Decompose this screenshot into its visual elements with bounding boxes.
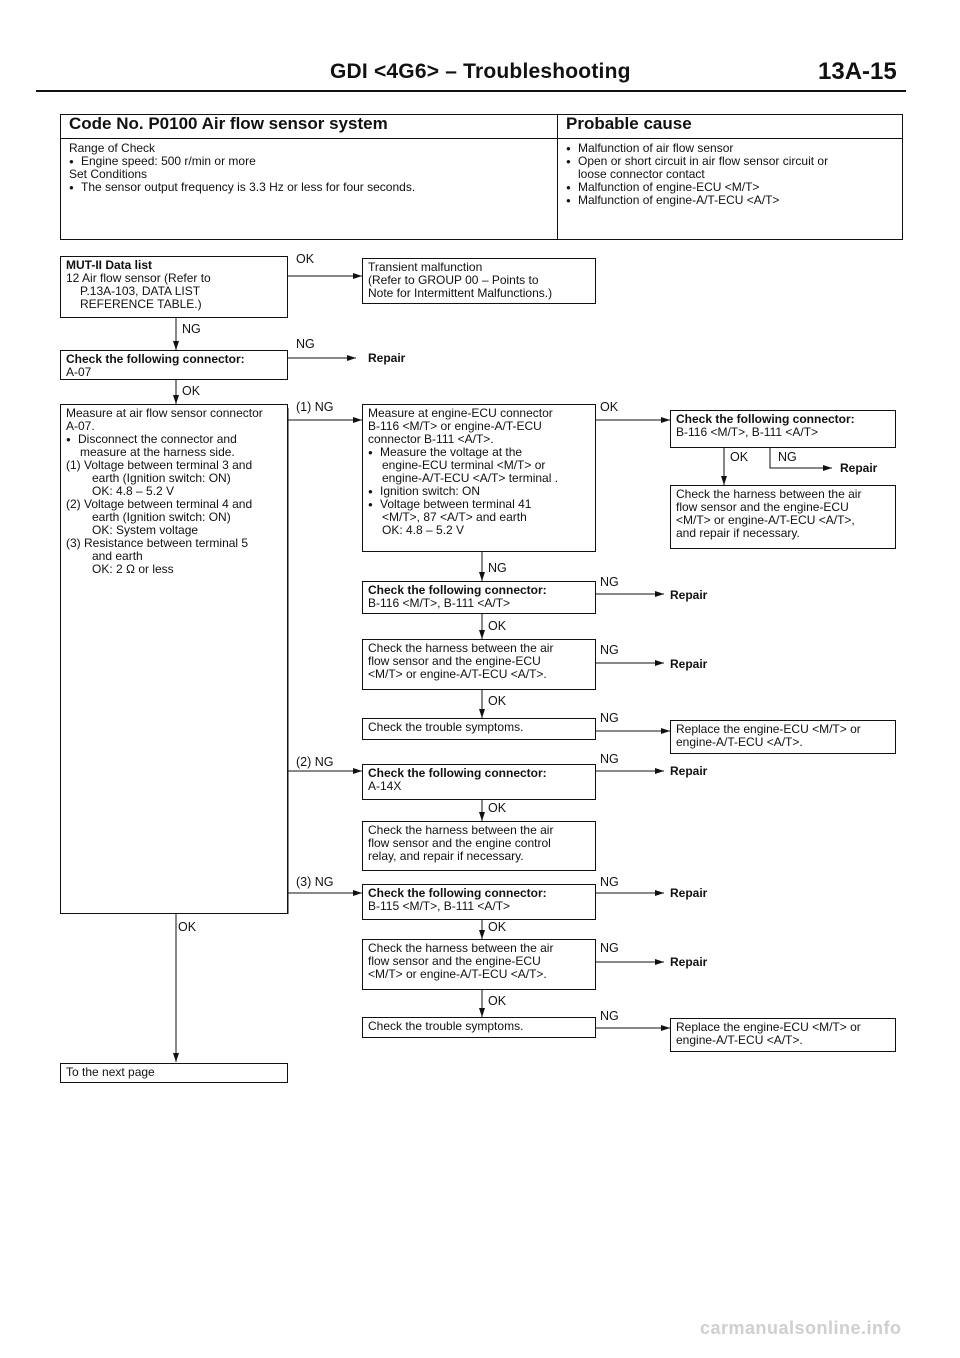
harness-line: flow sensor and the engine-ECU xyxy=(368,954,541,968)
measure-spec: OK: 4.8 – 5.2 V xyxy=(92,484,175,498)
ecu-line: B-116 <M/T> or engine-A/T-ECU xyxy=(368,419,542,433)
harness-line: <M/T> or engine-A/T-ECU <A/T>. xyxy=(368,667,547,681)
cause-item: ● Malfunction of air flow sensor xyxy=(566,142,894,155)
harness-line: <M/T> or engine-A/T-ECU <A/T>. xyxy=(368,967,547,981)
ok-label: OK xyxy=(182,384,201,398)
range-item: ● Engine speed: 500 r/min or more xyxy=(69,155,549,168)
connector-id: B-116 <M/T>, B-111 <A/T> xyxy=(368,596,511,610)
harness-check-top-box xyxy=(670,485,896,549)
ecu-line: ● Voltage between terminal 41 xyxy=(368,498,590,511)
measure-line: (2) Voltage between terminal 4 and xyxy=(66,497,253,511)
connector-id: B-115 <M/T>, B-111 <A/T> xyxy=(368,899,511,913)
repair-label: Repair xyxy=(670,955,708,969)
connector-id: A-07 xyxy=(66,365,92,379)
measure-line: and earth xyxy=(92,549,143,563)
repair-label: Repair xyxy=(840,461,878,475)
ecu-line: connector B-111 <A/T>. xyxy=(368,432,494,446)
cause-item: ● Malfunction of engine-ECU <M/T> xyxy=(566,181,894,194)
repair-label: Repair xyxy=(670,657,708,671)
ng-label: NG xyxy=(600,875,619,889)
measure-line: measure at the harness side. xyxy=(80,445,235,459)
replace-line: Replace the engine-ECU <M/T> or xyxy=(676,722,861,736)
ng-label: NG xyxy=(600,941,619,955)
harness-line: <M/T> or engine-A/T-ECU <A/T>, xyxy=(676,513,855,527)
check-connector-a07-box xyxy=(60,350,288,380)
ecu-line: engine-ECU terminal <M/T> or xyxy=(382,458,546,472)
repair-label: Repair xyxy=(670,764,708,778)
check-title: Check the following connector: xyxy=(66,352,245,366)
measure-line: Measure at air flow sensor connector xyxy=(66,406,263,420)
measure-line: earth (Ignition switch: ON) xyxy=(92,510,231,524)
measure-line: (1) Voltage between terminal 3 and xyxy=(66,458,253,472)
ok-label: OK xyxy=(488,920,507,934)
measure-air-flow-sensor-box xyxy=(60,404,288,914)
check-title: Check the following connector: xyxy=(676,412,855,426)
watermark-text: carmanualsonline.info xyxy=(700,1318,902,1338)
measure-engine-ecu-box xyxy=(362,404,596,552)
ecu-line: ● Ignition switch: ON xyxy=(368,485,590,498)
page-number: 13A-15 xyxy=(818,58,897,85)
repair-label: Repair xyxy=(670,588,708,602)
check-connector-b116-mid-box xyxy=(362,581,596,614)
replace-line: Replace the engine-ECU <M/T> or xyxy=(676,1020,861,1034)
ok-label: OK xyxy=(296,252,315,266)
code-title: Code No. P0100 Air flow sensor system xyxy=(61,115,557,139)
harness-line: Check the harness between the air xyxy=(368,641,554,655)
harness-check-bottom-box xyxy=(362,939,596,990)
ng-label: NG xyxy=(600,643,619,657)
replace-ecu-box xyxy=(670,720,896,754)
ng-label: NG xyxy=(778,450,797,464)
harness-line: Check the harness between the air xyxy=(368,941,554,955)
harness-line: relay, and repair if necessary. xyxy=(368,849,524,863)
replace-line: engine-A/T-ECU <A/T>. xyxy=(676,735,803,749)
ng-label: NG xyxy=(296,337,315,351)
check-title: Check the following connector: xyxy=(368,766,547,780)
ng-label: NG xyxy=(600,1009,619,1023)
repair-label: Repair xyxy=(368,351,406,365)
measure-line: earth (Ignition switch: ON) xyxy=(92,471,231,485)
ng-label: NG xyxy=(182,322,201,336)
page-title: GDI <4G6> – Troubleshooting xyxy=(330,60,631,83)
harness-line: and repair if necessary. xyxy=(676,526,800,540)
ecu-line: engine-A/T-ECU <A/T> terminal . xyxy=(382,471,559,485)
ecu-line: Measure at engine-ECU connector xyxy=(368,406,553,420)
mut-line: P.13A-103, DATA LIST xyxy=(80,284,201,298)
trouble-text: Check the trouble symptoms. xyxy=(368,720,524,734)
ng-label: NG xyxy=(488,561,507,575)
transient-line: Transient malfunction xyxy=(368,260,483,274)
mut-title: MUT-II Data list xyxy=(66,258,153,272)
transient-malfunction-box xyxy=(362,258,596,304)
harness-line: flow sensor and the engine-ECU xyxy=(676,500,849,514)
ng-label: NG xyxy=(600,711,619,725)
mut-data-list-box xyxy=(60,256,288,318)
ok-label: OK xyxy=(488,619,507,633)
ok-label: OK xyxy=(178,920,197,934)
check-trouble-symptoms-box xyxy=(362,718,596,740)
harness-check-mid-box xyxy=(362,639,596,690)
ng2-label: (2) NG xyxy=(296,755,334,769)
set-conditions-label: Set Conditions xyxy=(69,167,148,181)
measure-line: ● Disconnect the connector and xyxy=(66,433,282,446)
replace-line: engine-A/T-ECU <A/T>. xyxy=(676,1033,803,1047)
harness-line: flow sensor and the engine-ECU xyxy=(368,654,541,668)
measure-spec: OK: 2 Ω or less xyxy=(92,562,174,576)
ecu-spec: OK: 4.8 – 5.2 V xyxy=(382,523,465,537)
ng-label: NG xyxy=(600,575,619,589)
mut-line: 12 Air flow sensor (Refer to xyxy=(66,271,211,285)
check-connector-b115-box xyxy=(362,884,596,920)
connector-id: A-14X xyxy=(368,779,402,793)
mut-line: REFERENCE TABLE.) xyxy=(80,297,202,311)
set-condition-item: ● The sensor output frequency is 3.3 Hz or less for four seconds. xyxy=(69,181,549,194)
ok-label: OK xyxy=(488,994,507,1008)
check-connector-a14x-box xyxy=(362,764,596,800)
check-title: Check the following connector: xyxy=(368,583,547,597)
ok-label: OK xyxy=(730,450,749,464)
measure-spec: OK: System voltage xyxy=(92,523,199,537)
ecu-line: ● Measure the voltage at the xyxy=(368,446,590,459)
ng1-label: (1) NG xyxy=(296,400,334,414)
ecu-line: <M/T>, 87 <A/T> and earth xyxy=(382,510,527,524)
harness-check-control-relay-box xyxy=(362,821,596,871)
transient-line: (Refer to GROUP 00 – Points to xyxy=(368,273,539,287)
harness-line: Check the harness between the air xyxy=(676,487,862,501)
next-page-text: To the next page xyxy=(66,1065,155,1079)
probable-cause-title: Probable cause xyxy=(558,115,902,139)
check-connector-b116-top-box xyxy=(670,410,896,448)
harness-line: flow sensor and the engine control xyxy=(368,836,551,850)
check-trouble-symptoms-box-2 xyxy=(362,1017,596,1038)
ok-label: OK xyxy=(488,801,507,815)
range-label: Range of Check xyxy=(69,141,156,155)
cause-item: ● Open or short circuit in air flow sensor circuit or xyxy=(566,155,894,168)
ng3-label: (3) NG xyxy=(296,875,334,889)
cause-item-cont: loose connector contact xyxy=(578,167,705,181)
harness-line: Check the harness between the air xyxy=(368,823,554,837)
measure-line: A-07. xyxy=(66,419,95,433)
replace-ecu-box-2 xyxy=(670,1018,896,1052)
cause-item: ● Malfunction of engine-A/T-ECU <A/T> xyxy=(566,194,894,207)
transient-line: Note for Intermittent Malfunctions.) xyxy=(368,286,553,300)
next-page-box xyxy=(60,1063,288,1083)
ok-label: OK xyxy=(600,400,619,414)
trouble-text: Check the trouble symptoms. xyxy=(368,1019,524,1033)
measure-line: (3) Resistance between terminal 5 xyxy=(66,536,249,550)
check-title: Check the following connector: xyxy=(368,886,547,900)
connector-id: B-116 <M/T>, B-111 <A/T> xyxy=(676,425,819,439)
repair-label: Repair xyxy=(670,886,708,900)
ok-label: OK xyxy=(488,694,507,708)
ng-label: NG xyxy=(600,752,619,766)
